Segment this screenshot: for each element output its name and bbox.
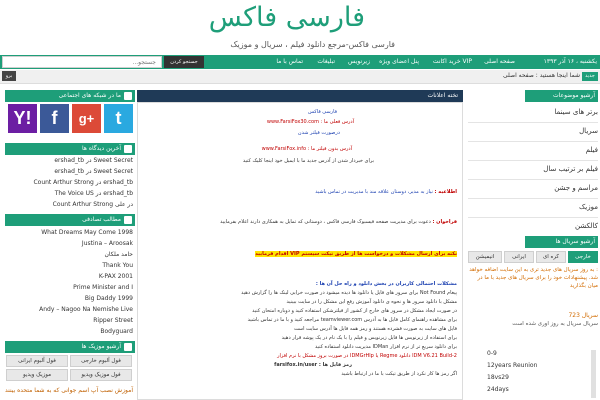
social-panel-title: ما در شبکه های اجتماعی: [58, 92, 121, 99]
music-archive-title: آرشیو موزیک ها: [81, 343, 121, 350]
divider: [468, 179, 598, 180]
notice-announcement: [315, 189, 457, 195]
comment-item[interactable]: ershad_tb در Sweet Secret: [54, 168, 133, 175]
facebook-icon[interactable]: f: [40, 104, 69, 133]
topics-panel-header: [525, 90, 598, 102]
topic-item[interactable]: موزیک: [579, 203, 598, 211]
search-box: [2, 56, 162, 68]
nav-item-ads[interactable]: تبلیغات: [317, 58, 335, 65]
nav-item-subtitles[interactable]: زیرنویس: [348, 58, 370, 65]
problems-heading: مشکلات احتمالی کاربران در بخش دانلود و راه حل آن ها :: [315, 281, 457, 287]
comment-item[interactable]: Count Arthur Strong در ershad_tb: [33, 179, 133, 186]
random-post-item[interactable]: حامد ملکان: [104, 251, 133, 258]
series-list-item[interactable]: 0-9: [487, 350, 497, 357]
announcement-text: نیاز به مدیر، دوستان علاقه مند با مدیریت در تماس باشید: [315, 189, 433, 195]
social-panel-header: [5, 90, 135, 102]
twitter-icon[interactable]: t: [104, 104, 133, 133]
series-list-item[interactable]: 24days: [487, 386, 509, 393]
topic-item[interactable]: برتر های سینما: [554, 108, 598, 116]
announcement-label: اطلاعیه :: [434, 189, 457, 195]
random-post-item[interactable]: What Dreams May Come 1998: [41, 229, 133, 236]
random-post-item[interactable]: K-PAX 2001: [98, 273, 133, 280]
problem-line: در صورت ایجاد مشکل در سرور های خارج از کشور از فیلترشکن استفاده کنید و دوباره امتحان کنید: [252, 308, 457, 314]
random-post-item[interactable]: Thank You: [102, 262, 133, 269]
comment-item[interactable]: Count Arthur Strong در علی: [52, 201, 133, 208]
problem-line: برای مشاهده راهنمای کامل فایل ها به آدرس teamviewer.com مراجعه کنید و با ما در تماس باشید: [247, 317, 457, 323]
random-posts-title: مطالب تصادفی: [82, 216, 121, 223]
topic-item[interactable]: سریال: [579, 127, 598, 135]
divider: [468, 160, 598, 161]
problem-line: برای استفاده از زیرنویس ها فایل زیرنویس و فیلم را با یک نام در یک پوشه قرار دهید: [281, 335, 457, 341]
random-post-item[interactable]: Big Daddy 1999: [84, 295, 133, 302]
ticker-go-button[interactable]: برو: [2, 71, 16, 81]
call-text: دعوت برای مدیریت صفحه فیسبوک فارسی فاکس ، دوستانی که تمایل به همکاری دارند اعلام بفرمایید: [220, 219, 431, 225]
music-archive-header: [5, 341, 135, 353]
problem-line: فایل های سایت به صورت فشرده هستند و رمز همه فایل ها آدرس سایت است: [293, 326, 457, 332]
comments-panel-title: آخرین دیدگاه ها: [81, 145, 121, 152]
site-header: [0, 0, 600, 54]
notice-current-address[interactable]: آدرس فعلی ما : www.FarsiFox30.com: [266, 119, 354, 125]
nav-item-vip-panel[interactable]: پنل اعضای ویژه: [379, 58, 419, 65]
problem-line: برای دانلود سریع تر از نرم افزار IDMan مدیریت دانلود استفاده کنید: [314, 344, 457, 350]
divider: [468, 141, 598, 142]
tab-iranian[interactable]: ایرانی: [504, 251, 534, 263]
notice-if-filtered: درصورت فیلتر شدن: [297, 130, 340, 136]
notice-board-header: [137, 90, 463, 102]
problem-line-password[interactable]: رمز فایل ها : farsifox.in/user: [274, 362, 352, 368]
site-logo-title[interactable]: فارسی فاکس: [208, 2, 365, 33]
current-date: یکشنبه ، ۱۶ آذر ۱۳۹۳: [543, 58, 597, 65]
music-foreign-album-button[interactable]: فول آلبوم خارجی: [70, 355, 132, 367]
comment-item[interactable]: The Voice US در ershad_tb: [54, 190, 133, 197]
notice-unfiltered-address[interactable]: آدرس بدون فیلتر ما : www.FarsiFox.info: [261, 146, 352, 152]
series-tabs: [468, 251, 598, 263]
random-post-item[interactable]: Andy – Nagoo Na Nemishe Live: [39, 306, 133, 313]
tab-korean[interactable]: کره ای: [536, 251, 566, 263]
series-list-item[interactable]: 12years Reunion: [487, 362, 538, 369]
ticker-badge: جدید: [582, 72, 598, 81]
topic-item[interactable]: مراسم و جشن: [554, 184, 598, 192]
music-full-video-button[interactable]: فول موزیک ویدیو: [70, 369, 132, 381]
series-list-item[interactable]: 18vs29: [487, 374, 509, 381]
topic-item[interactable]: کالکشن: [574, 222, 598, 230]
yahoo-icon[interactable]: Y!: [8, 104, 37, 133]
random-post-item[interactable]: Prime Minister and I: [73, 284, 133, 291]
tab-foreign[interactable]: خارجی: [568, 251, 598, 263]
series-panel-header: [525, 236, 598, 248]
shuffle-icon: [124, 216, 132, 224]
series-panel-title: آرشیو سریال ها: [555, 238, 595, 245]
nav-item-contact[interactable]: تماس با ما: [276, 58, 303, 65]
breadcrumb-ticker: [0, 70, 600, 84]
topics-panel-title: آرشیو موضوعات: [553, 92, 595, 99]
problem-line: پیغام Not Found برای سرور های فایل یا دانلود ها دیده میشود در صورت خرابی لینک ها را گزارش دهید: [241, 290, 457, 296]
call-label: فراخوان :: [432, 219, 457, 225]
users-icon: [124, 92, 132, 100]
series-count: سریال 723: [568, 312, 598, 319]
problem-line: اگر رمز ها کار نکرد از طریق تیکت با ما در ارتباط باشید: [341, 371, 457, 377]
music-video-button[interactable]: موزیک ویدیو: [6, 369, 68, 381]
divider: [468, 198, 598, 199]
problem-line-idm[interactable]: IDM V6.21 Build-2 دانلود Regme یا IDMGrHlp در صورت بروز مشکل با نرم افزار: [277, 353, 457, 359]
notice-call: [220, 219, 457, 225]
music-iranian-album-button[interactable]: فول آلبوم ایرانی: [6, 355, 68, 367]
problem-line[interactable]: مشکل با دانلود سرور ها و نحوه ی دانلود آموزش رفع این مشکل را در سایت ببینید: [286, 299, 457, 305]
tab-animation[interactable]: انیمیشن: [468, 251, 502, 263]
notice-board-body: [137, 102, 463, 400]
social-icons-row: [8, 104, 133, 134]
divider: [468, 217, 598, 218]
nav-item-buy-vip[interactable]: خرید اکانت VIP: [432, 58, 472, 65]
series-description: : به روز سریال های جدید تری به این سایت اضافه خواهد شد. پیشنهادات خود را برای سریال های جدید با ما در میان بگذارید: [469, 267, 598, 289]
topic-item[interactable]: فیلم: [585, 146, 598, 154]
left-bottom-text[interactable]: آموزش نصب آپ اسم جوانی که به شما متحده بینند: [4, 387, 133, 394]
comment-icon: [124, 145, 132, 153]
divider: [468, 122, 598, 123]
random-post-item[interactable]: Justina – Aroosak: [81, 240, 133, 247]
notice-site-name: فارسی فاکس: [308, 109, 337, 115]
series-sub-text: سریال سریال به روز آوری شده است: [512, 321, 598, 327]
site-subtitle: فارسی فاکس-مرجع دانلود فیلم ، سریال و موزیک: [230, 40, 395, 49]
notice-board-title: تخته اعلانات: [427, 92, 458, 99]
search-button[interactable]: جستجو کردن: [164, 56, 204, 68]
search-input[interactable]: [3, 57, 159, 67]
comments-panel-header: [5, 143, 135, 155]
comment-item[interactable]: ershad_tb در Sweet Secret: [54, 157, 133, 164]
random-post-item[interactable]: Bodyguard: [100, 328, 133, 335]
music-icon: [124, 343, 132, 351]
topic-item[interactable]: فیلم بر ترتیب سال: [543, 165, 598, 173]
notice-email-subscribe[interactable]: برای خبردار شدن از آدرس جدید ما با ایمیل خود اینجا کلیک کنید: [242, 158, 374, 164]
nav-item-home[interactable]: صفحه اصلی: [484, 58, 515, 65]
vip-ticket-note[interactable]: نکته برای ارسال مشکلات و درخواست ها از طریق تیکت سیستم VIP اقدام فرمایید: [255, 251, 457, 257]
google-plus-icon[interactable]: g+: [72, 104, 101, 133]
random-post-item[interactable]: Ripper Street: [93, 317, 133, 324]
series-scrollbar[interactable]: [591, 350, 596, 398]
breadcrumb: شما اینجا هستید : صفحه اصلی: [503, 72, 580, 79]
random-posts-header: [5, 214, 135, 226]
